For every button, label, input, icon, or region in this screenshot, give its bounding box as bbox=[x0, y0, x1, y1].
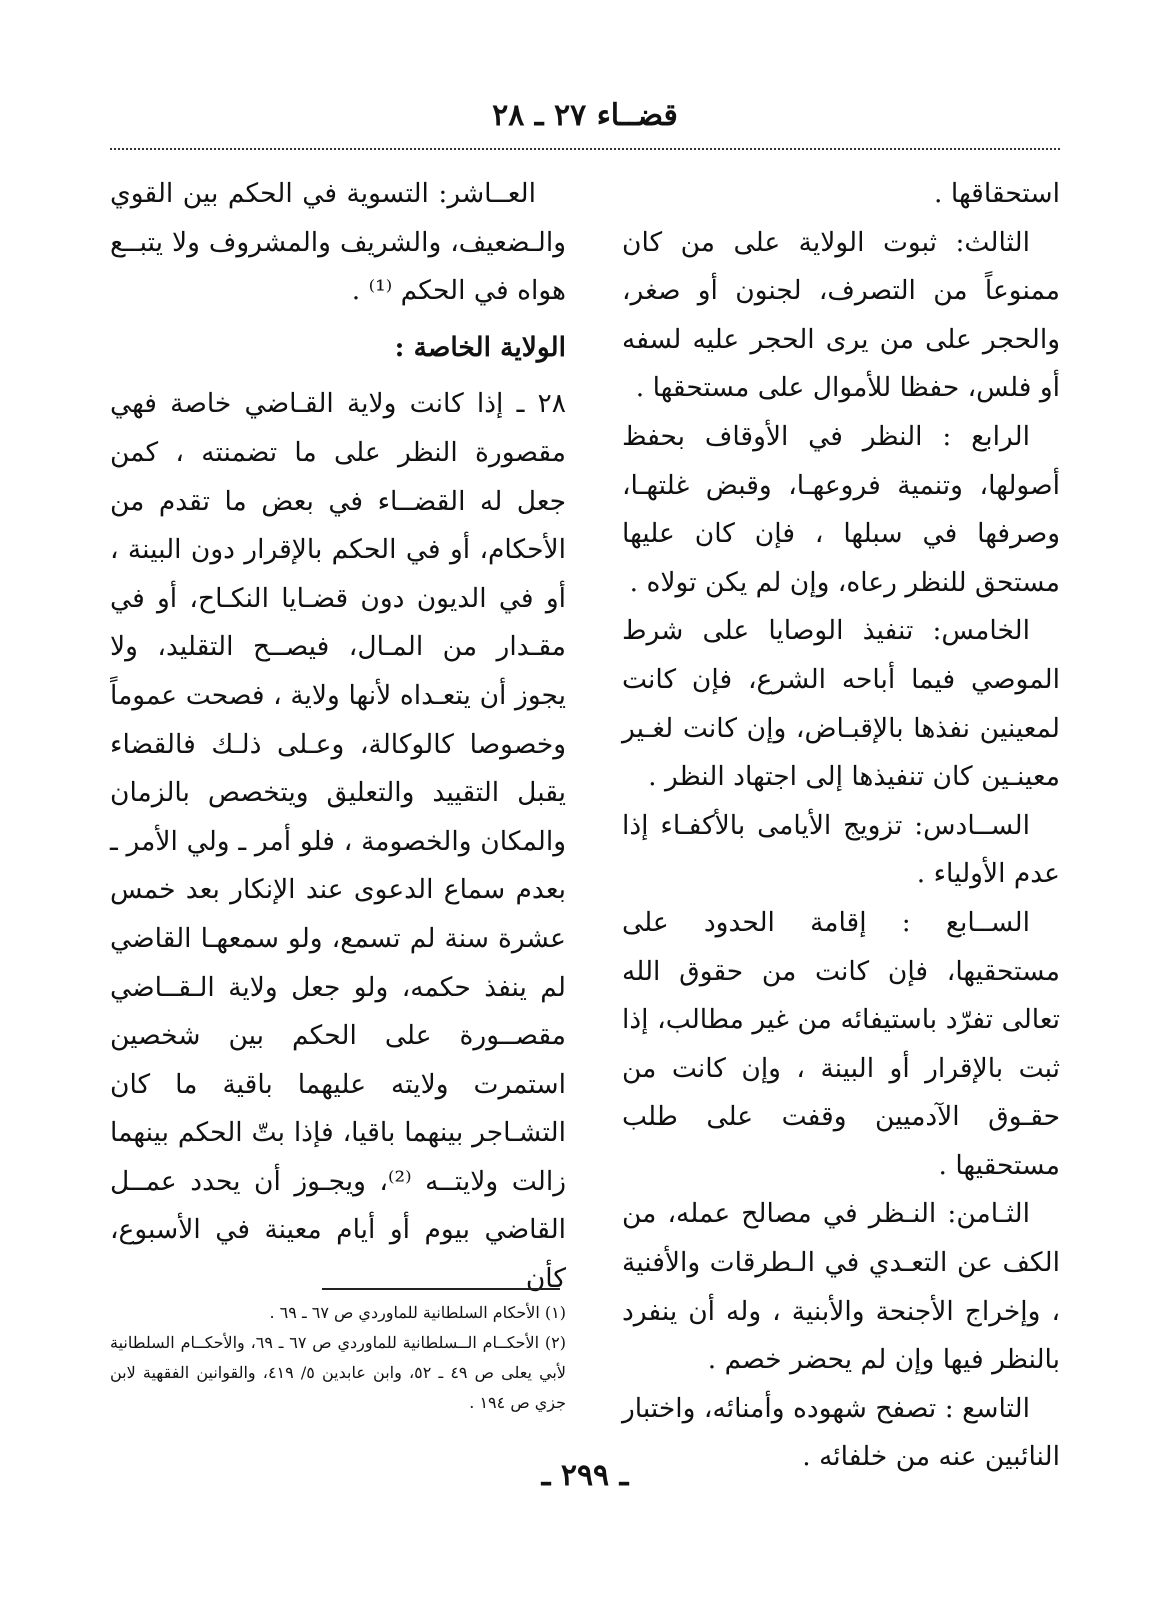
page-header: قضــاء ٢٧ ـ ٢٨ bbox=[492, 98, 678, 133]
right-column bbox=[622, 170, 1060, 1482]
paragraph-third: الثالث: ثبوت الولاية على من كان ممنوعاً من التصرف، لجنون أو صغر، والحجر على من يرى الحجر عليه لسفه أو فلس، حفظا للأموال على مستحقها . bbox=[622, 226, 1060, 404]
paragraph-fourth: الرابع : النظر في الأوقاف بحفظ أصولها، وتنمية فروعهـا، وقبض غلتهـا، وصرفها في سبلها ، فإن كان عليها مستحق للنظر رعاه، وإن لم يكن تولاه . bbox=[622, 420, 1060, 598]
left-column bbox=[110, 170, 566, 1304]
section-heading: الولاية الخاصة : bbox=[394, 331, 566, 363]
paragraph-sixth: الســادس: تزويج الأيامى بالأكفـاء إذا عدم الأولياء . bbox=[622, 809, 1060, 890]
footnote-2: (٢) الأحكــام الــسلطانية للماوردي ص ٦٧ ـ ٦٩، والأحكــام السلطانية لأبي يعلى ص ٤٩ ـ ٥٢، وابن عابدين ٥/ ٤١٩، والقوانين الفقهية لابن جزي ص ١٩٤ . bbox=[110, 1333, 567, 1412]
page-number: ـ ٢٩٩ ـ bbox=[541, 1458, 629, 1493]
paragraph-tenth: العــاشر: التسوية في الحكم بين القوي والـضعيف، والشريف والمشروف ولا يتبــع هواه في الحكم ⁽¹⁾ . bbox=[110, 178, 566, 307]
paragraph-28: ٢٨ ـ إذا كانت ولاية القـاضي خاصة فهي مقصورة النظر على ما تضمنته ، كمن جعل له القضــاء في بعض ما تقدم من الأحكام، أو في الحكم بالإقرار دون البينة ، أو في الديون دون قضـايا النكـاح، أو في مقـدار من المـال، فيصــح التقليد، ولا يجوز أن يتعـداه لأنها ولاية ، فصحت عموماً وخصوصا كالوكالة، وعـلى ذلـك فالقضاء يقبل التقييد والتعليق ويتخصص بالزمان والمكان والخصومة ، فلو أمر ـ ولي الأمر ـ بعدم سماع الدعوى عند الإنكار بعد خمس عشرة سنة لم تسمع، ولو سمعهـا القاضي لم ينفذ حكمه، ولو جعل ولاية الـقــاضي مقصــورة على الحكم بين شخصين استمرت ولايته عليهما باقية ما كان التشـاجر بينهما باقيا، فإذا بتّ الحكم بينهما زالت ولايتــه ⁽²⁾، ويجـوز أن يحدد عمــل القاضي بيوم أو أيام معينة في الأسبوع، كأن bbox=[110, 388, 566, 1295]
paragraph-ninth: التاسع : تصفح شهوده وأمنائه، واختبار النائبين عنه من خلفائه . bbox=[622, 1392, 1060, 1473]
footnotes bbox=[110, 1298, 566, 1418]
paragraph-eighth: الثـامن: النـظر في مصالح عمله، من الكف عن التعـدي في الـطرقات والأفنية ، وإخراج الأجنحة والأبنية ، وله أن ينفرد بالنظر فيها وإن لم يحضر خصم . bbox=[622, 1198, 1060, 1376]
paragraph-seventh: الســابع : إقامة الحدود على مستحقيها، فإن كانت من حقوق الله تعالى تفرّد باستيفائه من غير مطالب، إذا ثبت بالإقرار أو البينة ، وإن كانت من حقـوق الآدميين وقفت على طلب مستحقيها . bbox=[622, 906, 1060, 1181]
paragraph-fifth: الخامس: تنفيذ الوصايا على شرط الموصي فيما أباحه الشرع، فإن كانت لمعينين نفذها بالإقبـاض، وإن كانت لغـير معينـين كان تنفيذها إلى اجتهاد النظر . bbox=[622, 615, 1060, 793]
footnote-divider bbox=[322, 1288, 560, 1290]
header-dotted-rule bbox=[110, 148, 1060, 150]
footnote-1: (١) الأحكام السلطانية للماوردي ص ٦٧ ـ ٦٩ . bbox=[269, 1303, 566, 1322]
paragraph-continuation: استحقاقها . bbox=[934, 178, 1060, 209]
